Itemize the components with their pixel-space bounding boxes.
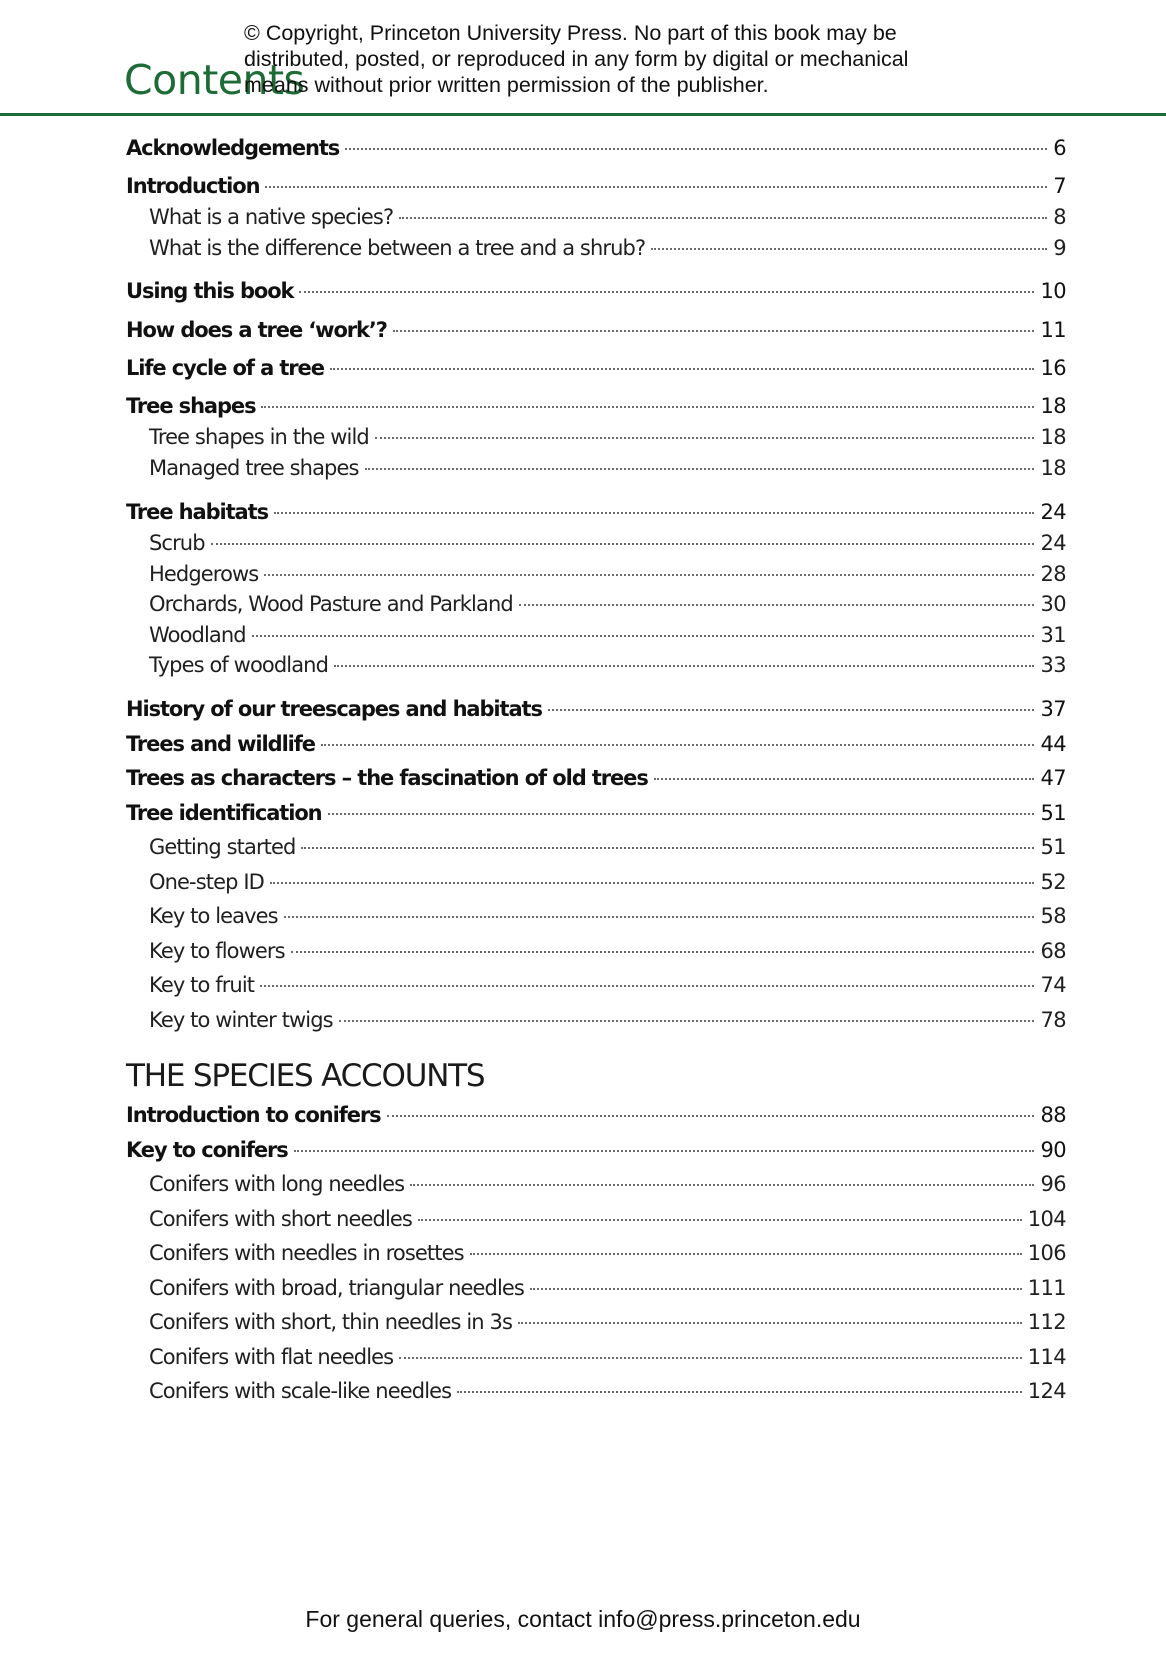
- dot-leader: [328, 813, 1035, 815]
- toc-entry-title: Conifers with long needles: [149, 1172, 405, 1196]
- toc-entry-title: Key to fruit: [149, 973, 255, 997]
- toc-entry-title: Hedgerows: [149, 562, 259, 586]
- dot-leader: [265, 186, 1047, 188]
- dot-leader: [330, 368, 1035, 370]
- toc-page-number: 30: [1040, 592, 1066, 616]
- toc-entry[interactable]: [149, 203, 1066, 231]
- dot-leader: [334, 665, 1034, 667]
- toc-entry-title: Tree identification: [126, 801, 322, 825]
- dot-leader: [339, 1020, 1035, 1022]
- dot-leader: [252, 635, 1035, 637]
- toc-entry[interactable]: [149, 651, 1066, 679]
- toc-page-number: 58: [1040, 904, 1066, 928]
- toc-entry-title: Introduction to conifers: [126, 1103, 381, 1127]
- species-accounts-heading: THE SPECIES ACCOUNTS: [126, 1058, 485, 1094]
- toc-entry[interactable]: [149, 423, 1066, 451]
- toc-page-number: 24: [1040, 531, 1066, 555]
- toc-page-number: 9: [1053, 236, 1066, 260]
- toc-page-number: 78: [1040, 1008, 1066, 1032]
- toc-entry-title: Tree habitats: [126, 500, 268, 524]
- toc-entry-title: History of our treescapes and habitats: [126, 697, 542, 721]
- toc-entry[interactable]: [126, 354, 1066, 382]
- dot-leader: [399, 1357, 1021, 1359]
- dot-leader: [393, 330, 1035, 332]
- toc-entry[interactable]: [149, 971, 1066, 999]
- toc-page-number: 88: [1040, 1103, 1066, 1127]
- toc-entry-title: Conifers with short needles: [149, 1207, 412, 1231]
- dot-leader: [519, 604, 1035, 606]
- page-title: Contents: [124, 56, 305, 104]
- toc-page-number: 11: [1040, 318, 1066, 342]
- toc-page-number: 7: [1053, 174, 1066, 198]
- toc-page-number: 18: [1040, 456, 1066, 480]
- toc-entry[interactable]: [149, 590, 1066, 618]
- toc-entry[interactable]: [149, 902, 1066, 930]
- dot-leader: [294, 1150, 1035, 1152]
- toc-entry-title: Key to flowers: [149, 939, 285, 963]
- dot-leader: [375, 437, 1035, 439]
- toc-page-number: 16: [1040, 356, 1066, 380]
- toc-entry-title: Conifers with scale-like needles: [149, 1379, 452, 1403]
- toc-entry[interactable]: [149, 560, 1066, 588]
- dot-leader: [457, 1391, 1022, 1393]
- dot-leader: [274, 512, 1034, 514]
- toc-page-number: 74: [1040, 973, 1066, 997]
- toc-entry[interactable]: [149, 1308, 1066, 1336]
- toc-entry-title: Conifers with flat needles: [149, 1345, 394, 1369]
- dot-leader: [270, 882, 1035, 884]
- toc-entry[interactable]: [149, 621, 1066, 649]
- toc-entry-title: What is a native species?: [149, 205, 394, 229]
- toc-entry-title: Conifers with needles in rosettes: [149, 1241, 464, 1265]
- toc-entry[interactable]: [149, 1377, 1066, 1405]
- toc-page-number: 44: [1040, 732, 1066, 756]
- toc-entry[interactable]: [126, 1101, 1066, 1129]
- toc-entry-title: Types of woodland: [149, 653, 329, 677]
- toc-entry-title: Getting started: [149, 835, 296, 859]
- dot-leader: [387, 1115, 1035, 1117]
- toc-entry-title: Key to winter twigs: [149, 1008, 333, 1032]
- toc-entry[interactable]: [126, 172, 1066, 200]
- dot-leader: [284, 916, 1035, 918]
- dot-leader: [418, 1219, 1022, 1221]
- toc-entry-title: Using this book: [126, 279, 294, 303]
- dot-leader: [261, 406, 1034, 408]
- toc-entry[interactable]: [126, 134, 1066, 162]
- table-of-contents: [126, 0, 1066, 1654]
- toc-page-number: 114: [1027, 1345, 1066, 1369]
- toc-entry-title: Scrub: [149, 531, 205, 555]
- toc-entry[interactable]: [149, 1006, 1066, 1034]
- toc-entry[interactable]: [126, 764, 1066, 792]
- dot-leader: [470, 1253, 1022, 1255]
- dot-leader: [548, 709, 1035, 711]
- toc-page-number: 90: [1040, 1138, 1066, 1162]
- toc-entry[interactable]: [149, 937, 1066, 965]
- toc-entry[interactable]: [126, 1136, 1066, 1164]
- toc-entry[interactable]: [149, 529, 1066, 557]
- toc-page-number: 18: [1040, 394, 1066, 418]
- toc-entry[interactable]: [126, 730, 1066, 758]
- toc-entry-title: How does a tree ‘work’?: [126, 318, 387, 342]
- toc-entry-title: Tree shapes: [126, 394, 256, 418]
- dot-leader: [345, 148, 1047, 150]
- toc-entry-title: Trees and wildlife: [126, 732, 315, 756]
- toc-entry-title: Managed tree shapes: [149, 456, 359, 480]
- dot-leader: [410, 1184, 1034, 1186]
- toc-page-number: 28: [1040, 562, 1066, 586]
- toc-entry[interactable]: [149, 1205, 1066, 1233]
- toc-entry-title: One-step ID: [149, 870, 264, 894]
- toc-entry-title: Key to leaves: [149, 904, 278, 928]
- toc-page-number: 111: [1027, 1276, 1066, 1300]
- toc-entry[interactable]: [149, 868, 1066, 896]
- toc-page-number: 51: [1040, 801, 1066, 825]
- footer-contact: For general queries, contact info@press.princeton.edu: [305, 1606, 861, 1632]
- toc-entry[interactable]: [149, 454, 1066, 482]
- toc-entry[interactable]: [126, 392, 1066, 420]
- toc-entry[interactable]: [149, 833, 1066, 861]
- toc-entry-title: Trees as characters – the fascination of old trees: [126, 766, 648, 790]
- toc-page-number: 33: [1040, 653, 1066, 677]
- toc-page-number: 112: [1027, 1310, 1066, 1334]
- dot-leader: [651, 248, 1047, 250]
- toc-entry[interactable]: [149, 1170, 1066, 1198]
- dot-leader: [291, 951, 1035, 953]
- toc-page-number: 51: [1040, 835, 1066, 859]
- toc-page-number: 8: [1053, 205, 1066, 229]
- toc-entry-title: Key to conifers: [126, 1138, 288, 1162]
- toc-page-number: 68: [1040, 939, 1066, 963]
- toc-entry[interactable]: [149, 1239, 1066, 1267]
- dot-leader: [264, 574, 1034, 576]
- toc-entry-title: Introduction: [126, 174, 260, 198]
- dot-leader: [530, 1288, 1022, 1290]
- toc-entry[interactable]: [149, 234, 1066, 262]
- toc-entry[interactable]: [149, 1274, 1066, 1302]
- toc-entry[interactable]: [126, 799, 1066, 827]
- toc-entry-title: Life cycle of a tree: [126, 356, 324, 380]
- dot-leader: [299, 291, 1034, 293]
- toc-entry-title: What is the difference between a tree and a shrub?: [149, 236, 646, 260]
- dot-leader: [301, 847, 1034, 849]
- toc-page-number: 31: [1040, 623, 1066, 647]
- dot-leader: [211, 543, 1035, 545]
- dot-leader: [518, 1322, 1022, 1324]
- toc-entry-title: Woodland: [149, 623, 246, 647]
- toc-page-number: 37: [1040, 697, 1066, 721]
- toc-entry[interactable]: [126, 316, 1066, 344]
- dot-leader: [654, 778, 1035, 780]
- toc-page-number: 10: [1040, 279, 1066, 303]
- toc-page-number: 96: [1040, 1172, 1066, 1196]
- toc-page-number: 124: [1027, 1379, 1066, 1403]
- dot-leader: [260, 985, 1034, 987]
- toc-page-number: 6: [1053, 136, 1066, 160]
- toc-page-number: 24: [1040, 500, 1066, 524]
- toc-page-number: 47: [1040, 766, 1066, 790]
- toc-entry-title: Orchards, Wood Pasture and Parkland: [149, 592, 513, 616]
- toc-entry-title: Conifers with short, thin needles in 3s: [149, 1310, 512, 1334]
- toc-entry-title: Conifers with broad, triangular needles: [149, 1276, 524, 1300]
- dot-leader: [365, 468, 1035, 470]
- toc-page-number: 106: [1027, 1241, 1066, 1265]
- toc-page-number: 104: [1027, 1207, 1066, 1231]
- toc-entry[interactable]: [149, 1343, 1066, 1371]
- toc-page-number: 52: [1040, 870, 1066, 894]
- toc-page-number: 18: [1040, 425, 1066, 449]
- dot-leader: [321, 744, 1035, 746]
- toc-entry[interactable]: [126, 498, 1066, 526]
- toc-entry[interactable]: [126, 277, 1066, 305]
- toc-entry-title: Tree shapes in the wild: [149, 425, 369, 449]
- toc-entry-title: Acknowledgements: [126, 136, 340, 160]
- dot-leader: [399, 217, 1047, 219]
- copyright-notice: © Copyright, Princeton University Press. No part of this book may be distributed, posted, or reproduced in any form by digital or mechanical means without prior written permission of the publisher.: [244, 21, 909, 97]
- toc-entry[interactable]: [126, 695, 1066, 723]
